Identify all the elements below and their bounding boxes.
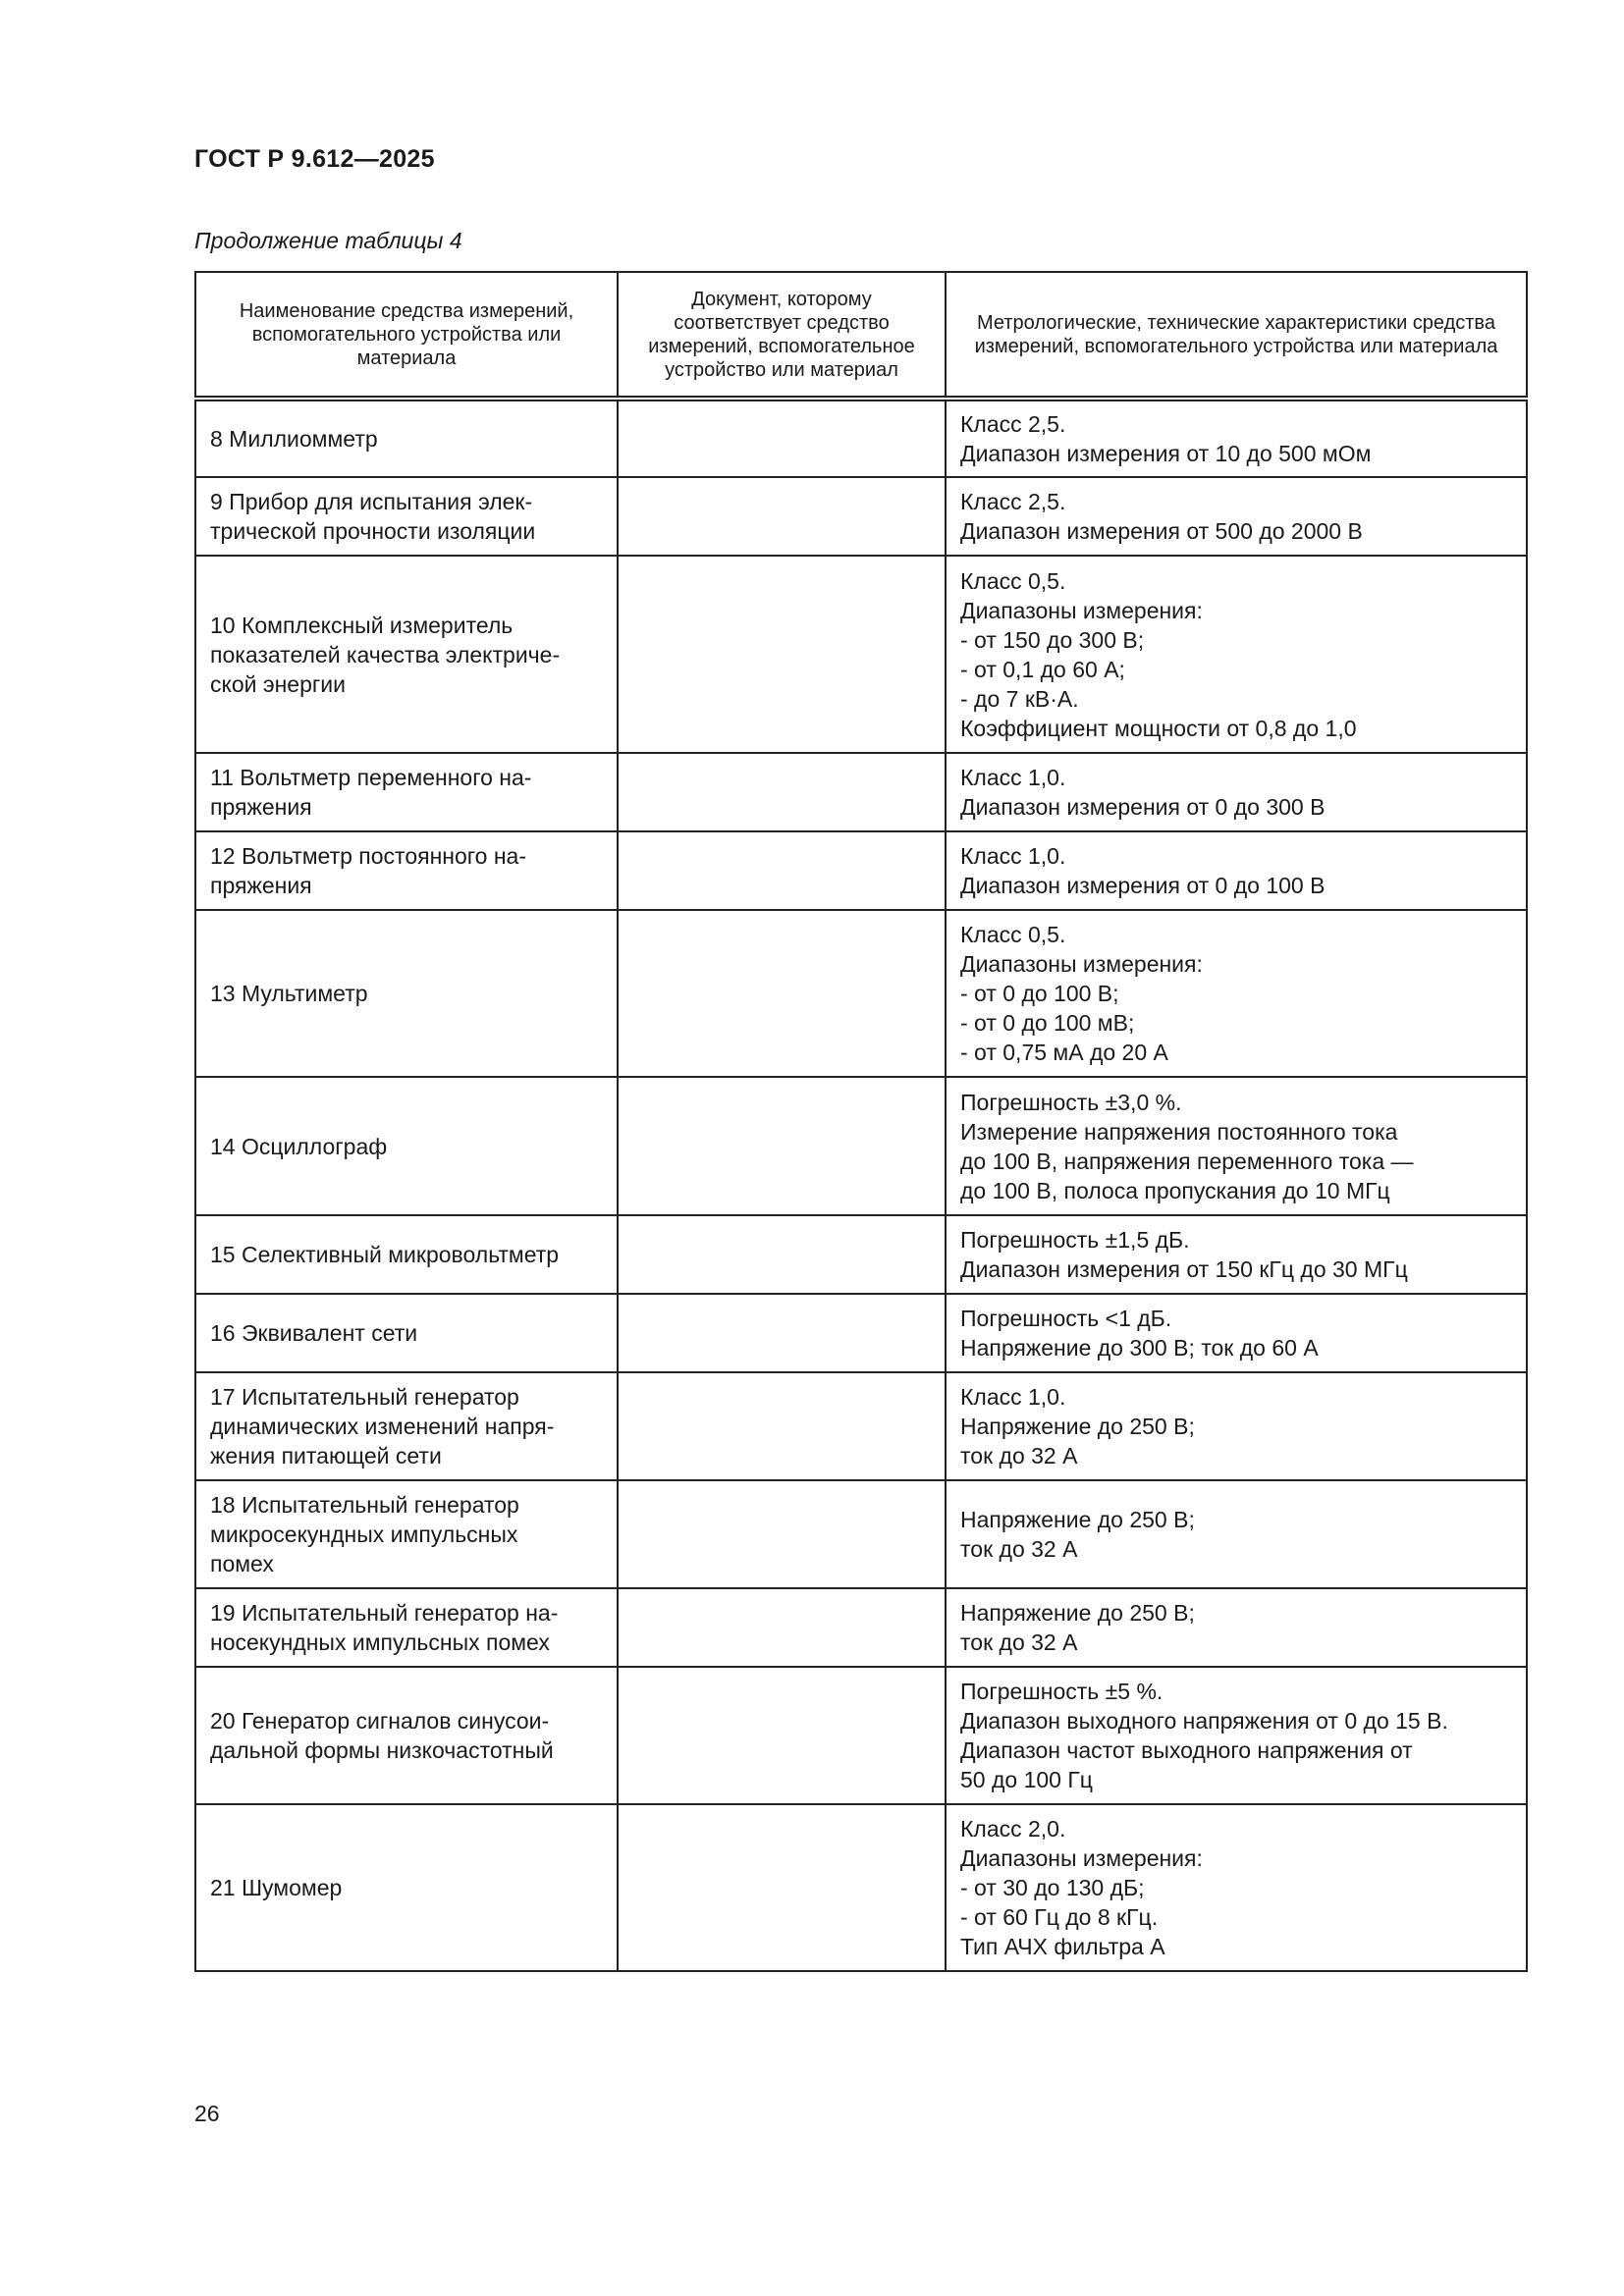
specs-cell (946, 1372, 1527, 1480)
specs-cell (946, 477, 1527, 556)
specs-cell-text: Класс 2,0. Диапазоны измерения: - от 30 до 130 дБ; - от 60 Гц до 8 кГц. Тип АЧХ фильтра А (960, 1816, 1203, 1959)
page-number: 26 (194, 2101, 220, 2126)
specs-cell-text: Класс 0,5. Диапазоны измерения: - от 0 до 100 В; - от 0 до 100 мВ; - от 0,75 мА до 20 А (960, 922, 1203, 1065)
instrument-name-cell (195, 831, 618, 910)
specs-cell-text: Напряжение до 250 В; ток до 32 А (960, 1507, 1195, 1562)
specs-cell (946, 753, 1527, 831)
instrument-name-cell-text: 9 Прибор для испытания элек- трической прочности изоляции (210, 489, 536, 544)
instrument-name-cell-text: 8 Миллиомметр (210, 426, 378, 452)
table-header-row (195, 272, 1527, 399)
instrument-name-cell-text: 19 Испытательный генератор на- носекундных импульсных помех (210, 1600, 559, 1655)
document-cell (618, 910, 946, 1077)
specs-cell (946, 831, 1527, 910)
document-cell (618, 1480, 946, 1588)
table-row (195, 1372, 1527, 1480)
specs-cell-text: Класс 1,0. Напряжение до 250 В; ток до 32 А (960, 1384, 1195, 1468)
table-row (195, 1667, 1527, 1804)
table-row (195, 1294, 1527, 1372)
document-cell (618, 477, 946, 556)
instrument-name-cell-text: 12 Вольтметр постоянного на- пряжения (210, 843, 526, 898)
document-cell (618, 753, 946, 831)
specs-cell (946, 1215, 1527, 1294)
table-row (195, 831, 1527, 910)
instrument-name-cell (195, 1294, 618, 1372)
specs-cell-text: Класс 0,5. Диапазоны измерения: - от 150 до 300 В; - от 0,1 до 60 А; - до 7 кВ·А. Коэффициент мощности от 0,8 до 1,0 (960, 567, 1357, 741)
document-cell (618, 1294, 946, 1372)
column-header-document: Документ, которому соответствует средство измерений, вспомогательное устройство или материал (618, 272, 946, 399)
specs-cell-text: Напряжение до 250 В; ток до 32 А (960, 1600, 1195, 1655)
specs-cell-text: Класс 2,5. Диапазон измерения от 500 до 2000 В (960, 489, 1363, 544)
instrument-name-cell (195, 1077, 618, 1215)
specs-cell-text: Погрешность ±3,0 %. Измерение напряжения постоянного тока до 100 В, напряжения переменного тока — до 100 В, полоса пропускания до 10 МГц (960, 1089, 1414, 1203)
table-row (195, 399, 1527, 477)
instrument-name-cell (195, 1480, 618, 1588)
specs-cell (946, 1480, 1527, 1588)
instrument-name-cell-text: 21 Шумомер (210, 1875, 343, 1900)
table-row (195, 1480, 1527, 1588)
instrument-name-cell (195, 1804, 618, 1971)
table-body (195, 399, 1527, 1971)
document-cell (618, 399, 946, 477)
table-row (195, 477, 1527, 556)
column-header-specs: Метрологические, технические характеристики средства измерений, вспомогательного устройства или материала (946, 272, 1527, 399)
document-cell (618, 1372, 946, 1480)
specs-cell (946, 910, 1527, 1077)
specs-table (194, 271, 1528, 1972)
instrument-name-cell-text: 18 Испытательный генератор микросекундных импульсных помех (210, 1492, 519, 1576)
table-row (195, 1077, 1527, 1215)
specs-cell (946, 1077, 1527, 1215)
specs-cell-text: Погрешность ±5 %. Диапазон выходного напряжения от 0 до 15 В. Диапазон частот выходного напряжения от 50 до 100 Гц (960, 1679, 1448, 1792)
specs-cell-text: Класс 2,5. Диапазон измерения от 10 до 500 мОм (960, 411, 1372, 466)
document-cell (618, 556, 946, 753)
document-cell (618, 831, 946, 910)
document-cell (618, 1077, 946, 1215)
document-cell (618, 1588, 946, 1667)
specs-cell (946, 1294, 1527, 1372)
instrument-name-cell (195, 1372, 618, 1480)
specs-cell-text: Погрешность <1 дБ. Напряжение до 300 В; ток до 60 А (960, 1306, 1319, 1361)
document-title: ГОСТ Р 9.612—2025 (194, 145, 435, 173)
instrument-name-cell (195, 399, 618, 477)
instrument-name-cell (195, 477, 618, 556)
specs-cell (946, 1667, 1527, 1804)
instrument-name-cell-text: 16 Эквивалент сети (210, 1320, 418, 1346)
instrument-name-cell-text: 11 Вольтметр переменного на- пряжения (210, 765, 532, 820)
instrument-name-cell-text: 15 Селективный микровольтметр (210, 1242, 560, 1267)
specs-cell (946, 399, 1527, 477)
instrument-name-cell-text: 10 Комплексный измеритель показателей качества электриче- ской энергии (210, 612, 561, 697)
document-cell (618, 1804, 946, 1971)
column-header-name: Наименование средства измерений, вспомогательного устройства или материала (195, 272, 618, 399)
table-row (195, 556, 1527, 753)
specs-cell-text: Погрешность ±1,5 дБ. Диапазон измерения от 150 кГц до 30 МГц (960, 1227, 1408, 1282)
instrument-name-cell (195, 1215, 618, 1294)
instrument-name-cell (195, 1588, 618, 1667)
instrument-name-cell-text: 20 Генератор сигналов синусои- дальной формы низкочастотный (210, 1708, 554, 1763)
instrument-name-cell-text: 14 Осциллограф (210, 1133, 388, 1159)
specs-cell (946, 1588, 1527, 1667)
document-cell (618, 1215, 946, 1294)
table-row (195, 1215, 1527, 1294)
table-row (195, 910, 1527, 1077)
specs-cell (946, 1804, 1527, 1971)
document-cell (618, 1667, 946, 1804)
instrument-name-cell (195, 1667, 618, 1804)
instrument-name-cell (195, 910, 618, 1077)
table-row (195, 753, 1527, 831)
table-caption: Продолжение таблицы 4 (194, 228, 462, 253)
instrument-name-cell-text: 13 Мультиметр (210, 981, 368, 1006)
instrument-name-cell (195, 753, 618, 831)
specs-cell (946, 556, 1527, 753)
table-row (195, 1588, 1527, 1667)
specs-cell-text: Класс 1,0. Диапазон измерения от 0 до 300 В (960, 765, 1326, 820)
table-row (195, 1804, 1527, 1971)
specs-cell-text: Класс 1,0. Диапазон измерения от 0 до 100 В (960, 843, 1326, 898)
instrument-name-cell (195, 556, 618, 753)
instrument-name-cell-text: 17 Испытательный генератор динамических изменений напря- жения питающей сети (210, 1384, 555, 1468)
